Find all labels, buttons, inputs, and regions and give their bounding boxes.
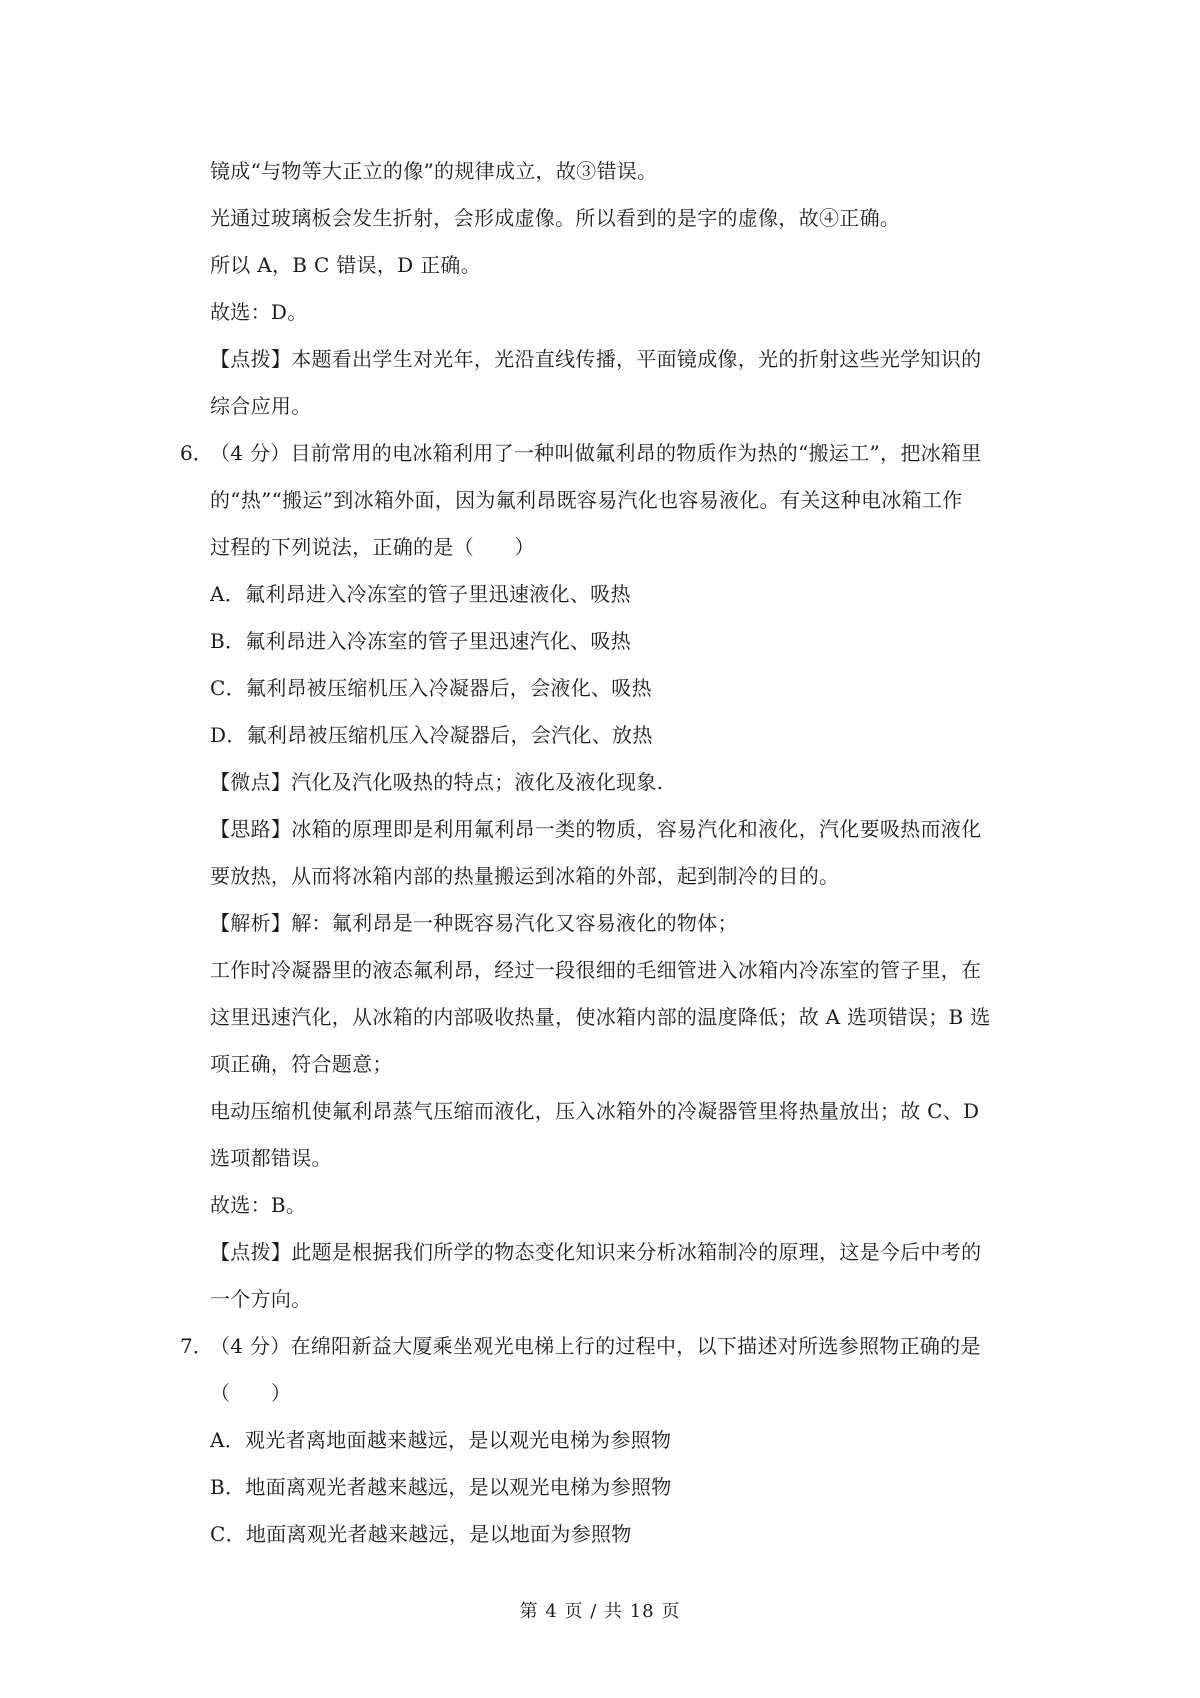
answer-option: C．氟利昂被压缩机压入冷凝器后，会液化、吸热 [210, 676, 652, 700]
question-text: 的“热”“搬运”到冰箱外面，因为氟利昂既容易汽化也容易液化。有关这种电冰箱工作 [210, 488, 963, 512]
text-line: 所以 A，B C 错误，D 正确。 [210, 253, 482, 277]
answer-option: C．地面离观光者越来越远，是以地面为参照物 [210, 1522, 632, 1546]
text-line: 故选：D。 [210, 300, 308, 324]
question-number: 6． [180, 441, 213, 465]
question-text: （4 分）在绵阳新益大厦乘坐观光电梯上行的过程中，以下描述对所选参照物正确的是 [210, 1334, 981, 1358]
text-line: 选项都错误。 [210, 1146, 332, 1170]
text-line: 故选：B。 [210, 1193, 307, 1217]
text-line: 光通过玻璃板会发生折射，会形成虚像。所以看到的是字的虚像，故④正确。 [210, 206, 901, 230]
question-text: （ ） [210, 1381, 292, 1405]
text-line: 要放热，从而将冰箱内部的热量搬运到冰箱的外部，起到制冷的目的。 [210, 864, 840, 888]
question-number: 7． [180, 1334, 213, 1358]
answer-option: D．氟利昂被压缩机压入冷凝器后，会汽化、放热 [210, 723, 653, 747]
text-line: 【思路】冰箱的原理即是利用氟利昂一类的物质，容易汽化和液化，汽化要吸热而液化 [210, 817, 982, 841]
question-text: （4 分）目前常用的电冰箱利用了一种叫做氟利昂的物质作为热的“搬运工”，把冰箱里 [210, 441, 982, 465]
text-line: 镜成“与物等大正立的像”的规律成立，故③错误。 [210, 159, 658, 183]
answer-option: B．地面离观光者越来越远，是以观光电梯为参照物 [210, 1475, 672, 1499]
text-line: 【解析】解：氟利昂是一种既容易汽化又容易液化的物体； [210, 911, 738, 935]
text-line: 一个方向。 [210, 1287, 312, 1311]
text-line: 电动压缩机使氟利昂蒸气压缩而液化，压入冰箱外的冷凝器管里将热量放出；故 C、D [210, 1099, 980, 1123]
text-line: 综合应用。 [210, 394, 312, 418]
text-line: 这里迅速汽化，从冰箱的内部吸收热量，使冰箱内部的温度降低；故 A 选项错误；B 选 [210, 1005, 991, 1029]
answer-option: B．氟利昂进入冷冻室的管子里迅速汽化、吸热 [210, 629, 631, 653]
text-line: 工作时冷凝器里的液态氟利昂，经过一段很细的毛细管进入冰箱内冷冻室的管子里，在 [210, 958, 982, 982]
answer-option: A．氟利昂进入冷冻室的管子里迅速液化、吸热 [210, 582, 631, 606]
page-footer: 第 4 页 / 共 18 页 [519, 1601, 681, 1622]
text-line: 【点拨】此题是根据我们所学的物态变化知识来分析冰箱制冷的原理，这是今后中考的 [210, 1240, 982, 1264]
answer-option: A．观光者离地面越来越远，是以观光电梯为参照物 [210, 1428, 672, 1452]
text-line: 项正确，符合题意； [210, 1052, 393, 1076]
question-text: 过程的下列说法，正确的是（ ） [210, 535, 535, 559]
text-line: 【微点】汽化及汽化吸热的特点；液化及液化现象. [210, 770, 664, 794]
text-line: 【点拨】本题看出学生对光年，光沿直线传播，平面镜成像，光的折射这些光学知识的 [210, 347, 982, 371]
